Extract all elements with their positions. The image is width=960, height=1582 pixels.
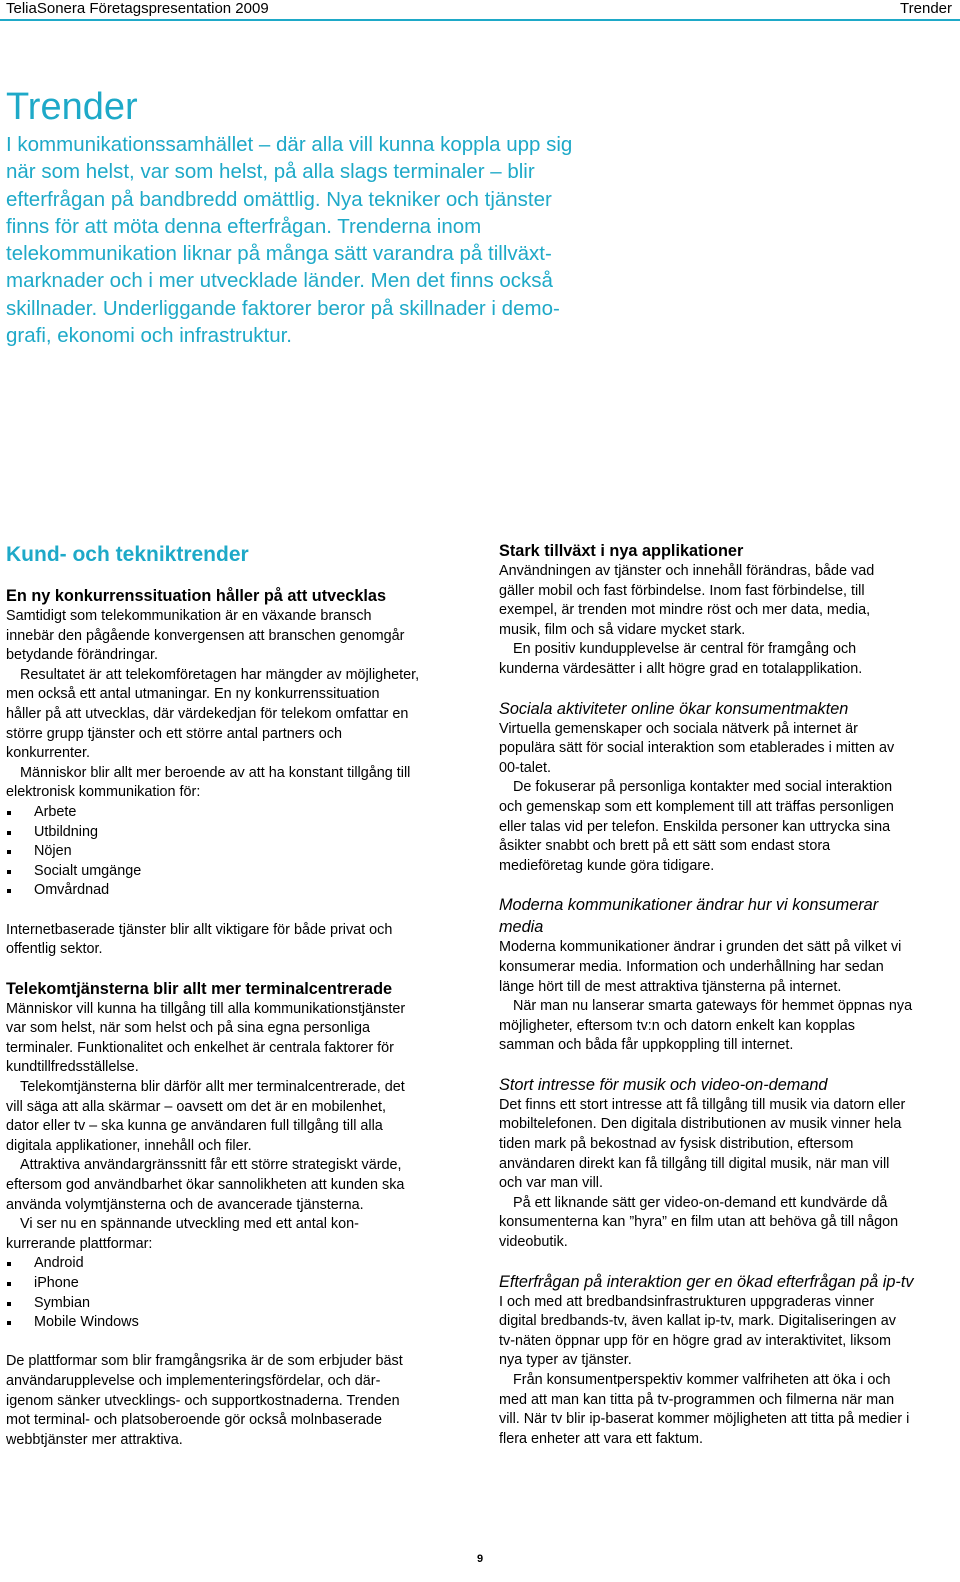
text-line: nya typer av tjänster. [499, 1352, 632, 1369]
intro-line: I kommunikationssamhället – där alla vill kunna koppla upp sig [6, 133, 573, 156]
intro-line: telekommunikation liknar på många sätt varandra på tillväxt- [6, 242, 552, 266]
text-line: Telekomtjänsterna blir därför allt mer terminalcentrerade, det [20, 1079, 405, 1096]
bullet-list [6, 1254, 466, 1332]
list-item: Omvårdnad [6, 881, 466, 901]
paragraph [6, 1078, 466, 1156]
text-line: Det finns ett stort intresse att få tillgång till musik via datorn eller [499, 1096, 906, 1113]
bullet-list [6, 803, 466, 901]
text-line: Virtuella gemenskaper och sociala nätverk på internet är [499, 720, 858, 737]
text-line: digital bredbands-tv, även kallat ip-tv, mark. Digitaliseringen av [499, 1313, 896, 1330]
text-line: samman och båda får uppkoppling till internet. [499, 1037, 794, 1054]
text-line: tv-näten öppnar upp för en högre grad av interaktivitet, liksom [499, 1332, 891, 1349]
text-line: vill säga att alla skärmar – oavsett om det är en mobilenhet, [6, 1098, 386, 1115]
text-line: och gemenskap som ett komplement till att träffas personligen [499, 798, 894, 815]
text-line: större grupp tjänster och ett större antal partners och [6, 725, 342, 742]
text-line: musik, film och så vidare mycket stark. [499, 621, 746, 638]
text-line: och var man vill. [499, 1175, 603, 1192]
text-line: 00-talet. [499, 759, 551, 776]
text-line: flera enheter att vara ett faktum. [499, 1430, 703, 1447]
paragraph [6, 764, 466, 803]
page-number: 9 [476, 1553, 484, 1565]
text-line: mot terminal- och platsoberoende gör också molnbaserade [6, 1412, 382, 1429]
paragraph [499, 1293, 949, 1371]
page-title: Trender [6, 86, 138, 128]
paragraph [499, 997, 949, 1056]
right-column [499, 540, 949, 1449]
text-line: vill. När tv blir ip-baserat kommer möjligheten att titta på medier i [499, 1411, 910, 1428]
text-line: webbtjänster mer attraktiva. [6, 1431, 183, 1448]
list-item: Symbian [6, 1294, 466, 1314]
text-line: medieföretag kunde göra tidigare. [499, 857, 715, 874]
paragraph [499, 562, 949, 640]
list-item: Nöjen [6, 842, 466, 862]
text-line: konsumerar media. Information och underhållning har sedan [499, 958, 884, 975]
intro-line: grafi, ekonomi och infrastruktur. [6, 324, 292, 348]
text-line: tiden mark på bekostnad av fysisk distribution, eftersom [499, 1136, 854, 1153]
text-line: En positiv kundupplevelse är central för framgång och [513, 641, 857, 658]
left-column [6, 540, 466, 1450]
intro-line: efterfrågan på bandbredd omättlig. Nya tekniker och tjänster [6, 187, 552, 211]
list-item: Utbildning [6, 823, 466, 843]
heading-line: media [499, 918, 544, 937]
paragraph [499, 1371, 949, 1449]
text-line: möjligheter, eftersom tv:n och datorn enkelt kan kopplas [499, 1017, 855, 1034]
text-line: När man nu lanserar smarta gateways för hemmet öppnas nya [513, 998, 913, 1015]
text-line: konsumenterna kan ”hyra” en film utan att behöva gå till någon [499, 1214, 899, 1231]
paragraph [499, 778, 949, 876]
intro-line: marknader och i mer utvecklade länder. Men det finns också [6, 269, 553, 293]
text-line: Människor vill kunna ha tillgång till alla kommunikationstjänster [6, 1000, 406, 1017]
text-line: Resultatet är att telekomföretagen har mängder av möjligheter, [20, 666, 420, 683]
text-line: populära sätt för social interaktion som etablerades i mitten av [499, 740, 895, 757]
running-header [0, 0, 960, 18]
text-line: De plattformar som blir framgångsrika är de som erbjuder bäst [6, 1353, 403, 1370]
text-line: terminaler. Funktionalitet och enkelhet är centrala faktorer för [6, 1039, 394, 1056]
subheading: Stort intresse för musik och video-on-demand [499, 1075, 828, 1094]
text-line: digitala applikationer, innehåll och filer. [6, 1137, 252, 1154]
list-item: Socialt umgänge [6, 862, 466, 882]
text-line: Moderna kommunikationer ändrar i grunden det sätt på vilket vi [499, 939, 902, 956]
text-line: På ett liknande sätt ger video-on-demand ett kundvärde då [513, 1194, 888, 1211]
paragraph [499, 938, 949, 997]
paragraph [6, 1156, 466, 1215]
text-line: Människor blir allt mer beroende av att ha konstant tillgång till [20, 764, 411, 781]
list-item: Mobile Windows [6, 1313, 466, 1333]
header-rule [0, 19, 960, 21]
text-line: med att man kan titta på tv-programmen och filmerna när man [499, 1391, 895, 1408]
intro-paragraph [6, 131, 606, 349]
text-line: Samtidigt som telekommunikation är en växande bransch [6, 608, 372, 624]
paragraph [499, 1194, 949, 1253]
text-line: kunderna värdesätter i allt högre grad en totalapplikation. [499, 660, 863, 677]
text-line: länge hört till de mest attraktiva tjänsterna på internet. [499, 978, 842, 995]
text-line: Attraktiva användargränssnitt får ett större strategiskt värde, [20, 1157, 402, 1174]
intro-line: skillnader. Underliggande faktorer beror på skillnader i demo- [6, 296, 560, 320]
text-line: men också ett antal utmaningar. En ny konkurrenssituation [6, 686, 380, 703]
paragraph [499, 1096, 949, 1194]
subheading: Stark tillväxt i nya applikationer [499, 542, 744, 560]
paragraph [6, 1352, 466, 1450]
text-line: eller talas vid per telefon. Enskilda personer kan uttrycka sina [499, 818, 891, 835]
text-line: gäller mobil och fast förbindelse. Inom fast förbindelse, till [499, 582, 865, 599]
text-line: exempel, är trenden mot mindre röst och mer data, media, [499, 602, 871, 619]
text-line: konkurrenter. [6, 745, 90, 762]
text-line: betydande förändringar. [6, 647, 159, 664]
text-line: De fokuserar på personliga kontakter med social interaktion [513, 779, 893, 796]
header-section-title: Trender [900, 0, 952, 17]
list-item: Arbete [6, 803, 466, 823]
text-line: användarupplevelse och implementeringsfördelar, och där- [6, 1372, 381, 1389]
text-line: eftersom god användbarhet ökar sannolikheten att kunden ska [6, 1177, 405, 1194]
paragraph [499, 720, 949, 779]
paragraph [6, 666, 466, 764]
intro-line: när som helst, var som helst, på alla slags terminaler – blir [6, 160, 535, 184]
text-line: videobutik. [499, 1234, 568, 1251]
text-line: I och med att bredbandsinfrastrukturen uppgraderas vinner [499, 1293, 875, 1310]
subheading: Sociala aktiviteter online ökar konsumentmakten [499, 699, 849, 718]
text-line: Internetbaserade tjänster blir allt viktigare för både privat och [6, 921, 393, 938]
intro-line: finns för att möta denna efterfrågan. Trenderna inom [6, 214, 482, 238]
text-line: Vi ser nu en spännande utveckling med ett antal kon- [20, 1216, 359, 1233]
text-line: Användningen av tjänster och innehåll förändras, både vad [499, 563, 875, 579]
text-line: offentlig sektor. [6, 941, 103, 958]
text-line: innebär den pågående konvergensen att branschen genomgår [6, 627, 405, 644]
text-line: använda volymtjänsterna och de avancerade tjänsterna. [6, 1196, 364, 1213]
text-line: Från konsumentperspektiv kommer valfriheten att öka i och [513, 1372, 891, 1388]
paragraph [6, 1215, 466, 1254]
subheading: En ny konkurrenssituation håller på att utvecklas [6, 587, 387, 605]
paragraph [6, 921, 466, 960]
text-line: åsikter snabbt och brett på ett sätt som endast stora [499, 838, 831, 855]
text-line: elektronisk kommunikation för: [6, 784, 201, 801]
text-line: kurrerande plattformar: [6, 1235, 153, 1252]
list-item: Android [6, 1254, 466, 1274]
text-line: håller på att utvecklas, där värdekedjan för telekom omfattar en [6, 705, 409, 722]
text-line: dator eller tv – ska kunna ge användaren full tillgång till alla [6, 1118, 383, 1135]
section-heading: Kund- och tekniktrender [6, 543, 249, 566]
subheading [499, 894, 949, 938]
text-line: mobiltelefonen. Den digitala distributionen av musik vinner hela [499, 1116, 902, 1133]
paragraph [499, 640, 949, 679]
heading-line: Moderna kommunikationer ändrar hur vi konsumerar [499, 896, 879, 915]
paragraph [6, 607, 466, 666]
text-line: användaren direkt kan få tillgång till digital musik, när man vill [499, 1155, 890, 1172]
subheading: Telekomtjänsterna blir allt mer terminalcentrerade [6, 979, 393, 998]
text-line: var som helst, när som helst och på sina egna personliga [6, 1020, 370, 1037]
text-line: igenom sänker utvecklings- och supportkostnaderna. Trenden [6, 1392, 400, 1409]
header-publication-title: TeliaSonera Företagspresentation 2009 [6, 0, 269, 17]
list-item: iPhone [6, 1274, 466, 1294]
paragraph [6, 1000, 466, 1078]
text-line: kundtillfredsställelse. [6, 1059, 139, 1076]
subheading: Efterfrågan på interaktion ger en ökad efterfrågan på ip-tv [499, 1272, 914, 1291]
